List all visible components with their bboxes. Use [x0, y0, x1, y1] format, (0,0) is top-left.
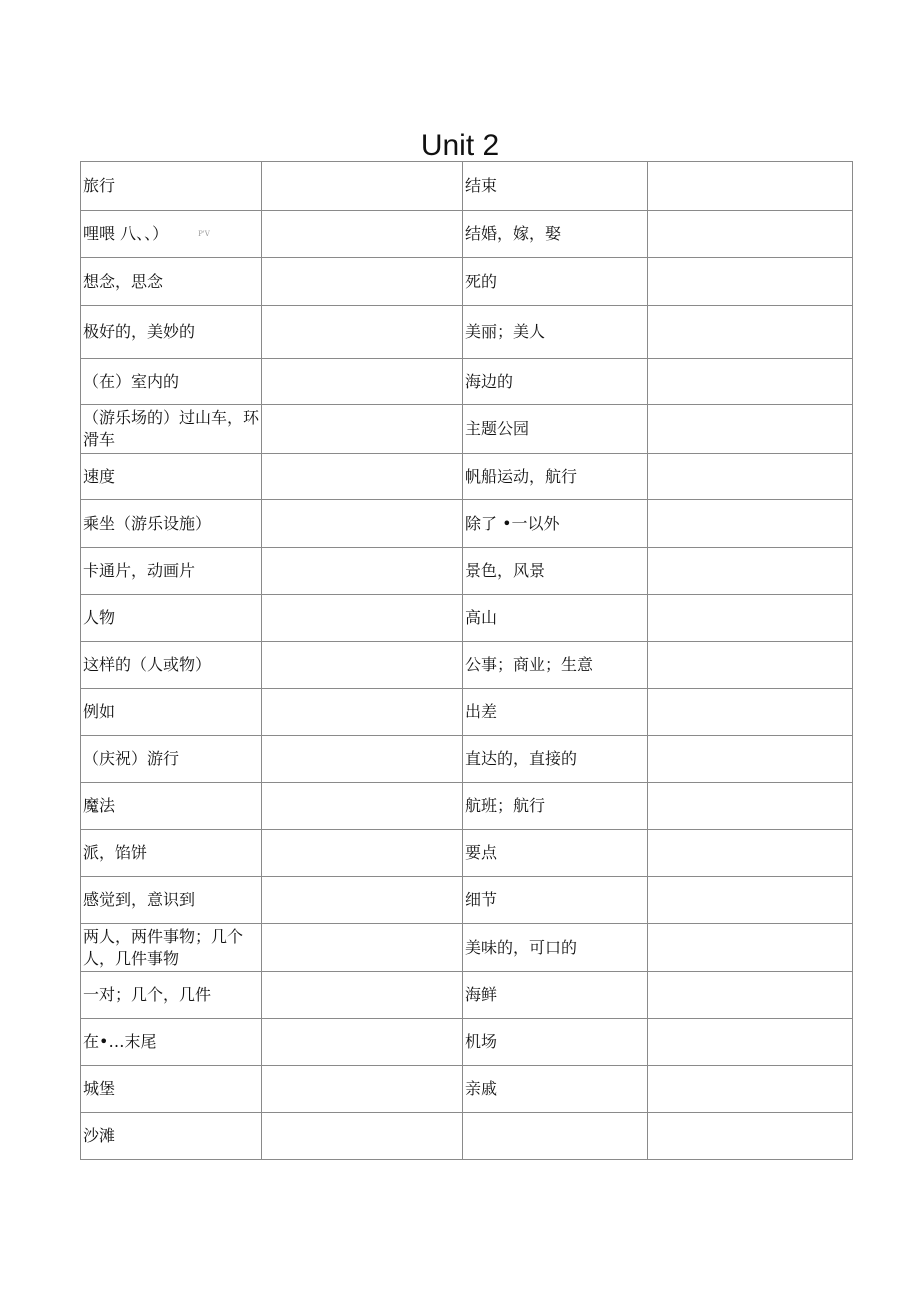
table-row	[81, 736, 853, 783]
cell-chinese-left	[81, 1019, 262, 1066]
cell-answer-left[interactable]	[262, 405, 463, 454]
cell-answer-right[interactable]	[648, 162, 853, 211]
cell-chinese-left	[81, 306, 262, 359]
cell-chinese-right	[463, 736, 648, 783]
chinese-term: 极好的，美妙的	[83, 322, 196, 341]
cell-answer-right[interactable]	[648, 830, 853, 877]
cell-chinese-right	[463, 1066, 648, 1113]
cell-chinese-left	[81, 454, 262, 500]
chinese-term: 这样的（人或物）	[83, 655, 212, 674]
cell-answer-left[interactable]	[262, 642, 463, 689]
cell-chinese-right	[463, 783, 648, 830]
small-note: P'V	[198, 230, 210, 239]
table-row	[81, 877, 853, 924]
cell-answer-left[interactable]	[262, 595, 463, 642]
chinese-term: 乘坐（游乐设施）	[83, 513, 212, 533]
cell-chinese-right	[463, 972, 648, 1019]
chinese-term: 旅行	[83, 176, 116, 195]
cell-chinese-left	[81, 595, 262, 642]
cell-chinese-right	[463, 1113, 648, 1160]
table-row	[81, 162, 853, 211]
chinese-term: 美味的，可口的	[465, 937, 578, 957]
chinese-term: 海边的	[465, 371, 514, 391]
table-row	[81, 924, 853, 972]
cell-answer-right[interactable]	[648, 258, 853, 306]
cell-chinese-right	[463, 359, 648, 405]
table-row	[81, 689, 853, 736]
cell-chinese-right	[463, 924, 648, 972]
cell-chinese-left	[81, 877, 262, 924]
cell-chinese-left	[81, 405, 262, 454]
table-row	[81, 830, 853, 877]
cell-chinese-right	[463, 405, 648, 454]
cell-answer-left[interactable]	[262, 689, 463, 736]
chinese-term: 高山	[465, 608, 498, 627]
cell-chinese-left	[81, 359, 262, 405]
chinese-term: 卡通片，动画片	[83, 561, 196, 580]
cell-chinese-right	[463, 306, 648, 359]
table-row	[81, 595, 853, 642]
cell-chinese-right	[463, 595, 648, 642]
cell-answer-left[interactable]	[262, 359, 463, 405]
cell-chinese-left	[81, 258, 262, 306]
chinese-term: 主题公园	[465, 419, 530, 438]
table-row	[81, 1019, 853, 1066]
chinese-term: 机场	[465, 1032, 498, 1051]
chinese-term: 例如	[83, 702, 116, 721]
cell-answer-left[interactable]	[262, 454, 463, 500]
cell-chinese-left	[81, 972, 262, 1019]
cell-chinese-right	[463, 162, 648, 211]
chinese-term: 海鲜	[465, 985, 498, 1004]
chinese-term: 两人，两件事物；几个人，几件事物	[83, 926, 244, 968]
cell-answer-right[interactable]	[648, 211, 853, 258]
chinese-term: （庆祝）游行	[83, 749, 180, 768]
cell-answer-left[interactable]	[262, 736, 463, 783]
chinese-term: 想念，思念	[83, 271, 164, 291]
cell-answer-right[interactable]	[648, 306, 853, 359]
chinese-term: 细节	[465, 890, 498, 909]
cell-chinese-left	[81, 162, 262, 211]
cell-answer-left[interactable]	[262, 924, 463, 972]
table-row	[81, 972, 853, 1019]
cell-answer-left[interactable]	[262, 306, 463, 359]
cell-answer-left[interactable]	[262, 1113, 463, 1160]
table-row	[81, 359, 853, 405]
chinese-term: 亲戚	[465, 1079, 498, 1098]
table-row	[81, 258, 853, 306]
cell-chinese-right	[463, 877, 648, 924]
chinese-term: 除了 •一以外	[465, 513, 560, 533]
cell-chinese-right	[463, 211, 648, 258]
cell-answer-right[interactable]	[648, 783, 853, 830]
chinese-term: 结婚，嫁，娶	[465, 224, 562, 243]
cell-chinese-right	[463, 1019, 648, 1066]
vocabulary-table	[80, 161, 853, 1160]
cell-chinese-left	[81, 548, 262, 595]
cell-chinese-right	[463, 258, 648, 306]
table-row	[81, 500, 853, 548]
cell-chinese-left	[81, 924, 262, 972]
cell-answer-left[interactable]	[262, 783, 463, 830]
cell-answer-left[interactable]	[262, 830, 463, 877]
chinese-term: 派，馅饼	[83, 843, 148, 862]
table-row	[81, 783, 853, 830]
chinese-term: 沙滩	[83, 1126, 116, 1145]
chinese-term: 一对；几个，几件	[83, 985, 212, 1004]
chinese-term: 出差	[465, 702, 498, 721]
cell-chinese-left	[81, 689, 262, 736]
table-row	[81, 642, 853, 689]
cell-answer-left[interactable]	[262, 211, 463, 258]
cell-answer-left[interactable]	[262, 1066, 463, 1113]
chinese-term: 城堡	[83, 1079, 116, 1098]
table-row	[81, 306, 853, 359]
cell-answer-right[interactable]	[648, 595, 853, 642]
chinese-term: 速度	[83, 466, 116, 486]
chinese-term: 人物	[83, 608, 116, 627]
cell-chinese-left	[81, 783, 262, 830]
cell-chinese-left	[81, 642, 262, 689]
chinese-term: 结束	[465, 176, 498, 195]
chinese-term: 公事；商业；生意	[465, 655, 594, 674]
cell-answer-right[interactable]	[648, 405, 853, 454]
table-row	[81, 1066, 853, 1113]
cell-answer-right[interactable]	[648, 1113, 853, 1160]
table-row	[81, 548, 853, 595]
table-row	[81, 405, 853, 454]
cell-answer-left[interactable]	[262, 548, 463, 595]
table-row	[81, 1113, 853, 1160]
cell-answer-right[interactable]	[648, 689, 853, 736]
table-row	[81, 454, 853, 500]
cell-answer-right[interactable]	[648, 1066, 853, 1113]
chinese-term: 美丽；美人	[465, 322, 546, 341]
cell-chinese-left	[81, 830, 262, 877]
cell-answer-right[interactable]	[648, 736, 853, 783]
cell-chinese-right	[463, 500, 648, 548]
cell-chinese-right	[463, 830, 648, 877]
cell-chinese-right	[463, 689, 648, 736]
cell-chinese-left	[81, 1066, 262, 1113]
chinese-term: 死的	[465, 271, 498, 291]
chinese-term: （在）室内的	[83, 371, 180, 391]
cell-chinese-left	[81, 500, 262, 548]
chinese-term: 哩喂 八、、）	[83, 223, 169, 243]
chinese-term: 感觉到，意识到	[83, 890, 196, 909]
cell-chinese-right	[463, 548, 648, 595]
cell-chinese-left	[81, 1113, 262, 1160]
cell-answer-left[interactable]	[262, 972, 463, 1019]
chinese-term: 景色，风景	[465, 561, 546, 580]
cell-chinese-left	[81, 211, 262, 258]
chinese-term: 直达的，直接的	[465, 749, 578, 768]
cell-answer-left[interactable]	[262, 258, 463, 306]
cell-answer-right[interactable]	[648, 548, 853, 595]
cell-answer-right[interactable]	[648, 972, 853, 1019]
cell-answer-right[interactable]	[648, 359, 853, 405]
cell-chinese-right	[463, 454, 648, 500]
chinese-term: 航班；航行	[465, 796, 546, 815]
cell-answer-right[interactable]	[648, 642, 853, 689]
chinese-term: 帆船运动，航行	[465, 466, 578, 486]
chinese-term: （游乐场的）过山车，环滑车	[83, 408, 260, 449]
cell-chinese-left	[81, 736, 262, 783]
cell-answer-right[interactable]	[648, 877, 853, 924]
chinese-term: 魔法	[83, 796, 116, 815]
cell-chinese-right	[463, 642, 648, 689]
chinese-term: 在•…末尾	[83, 1032, 157, 1051]
cell-answer-left[interactable]	[262, 162, 463, 211]
page-title: Unit 2	[420, 129, 500, 162]
cell-answer-right[interactable]	[648, 924, 853, 972]
cell-answer-left[interactable]	[262, 500, 463, 548]
cell-answer-left[interactable]	[262, 1019, 463, 1066]
chinese-term: 要点	[465, 843, 498, 862]
cell-answer-right[interactable]	[648, 500, 853, 548]
cell-answer-left[interactable]	[262, 877, 463, 924]
cell-answer-right[interactable]	[648, 1019, 853, 1066]
table-row	[81, 211, 853, 258]
cell-answer-right[interactable]	[648, 454, 853, 500]
